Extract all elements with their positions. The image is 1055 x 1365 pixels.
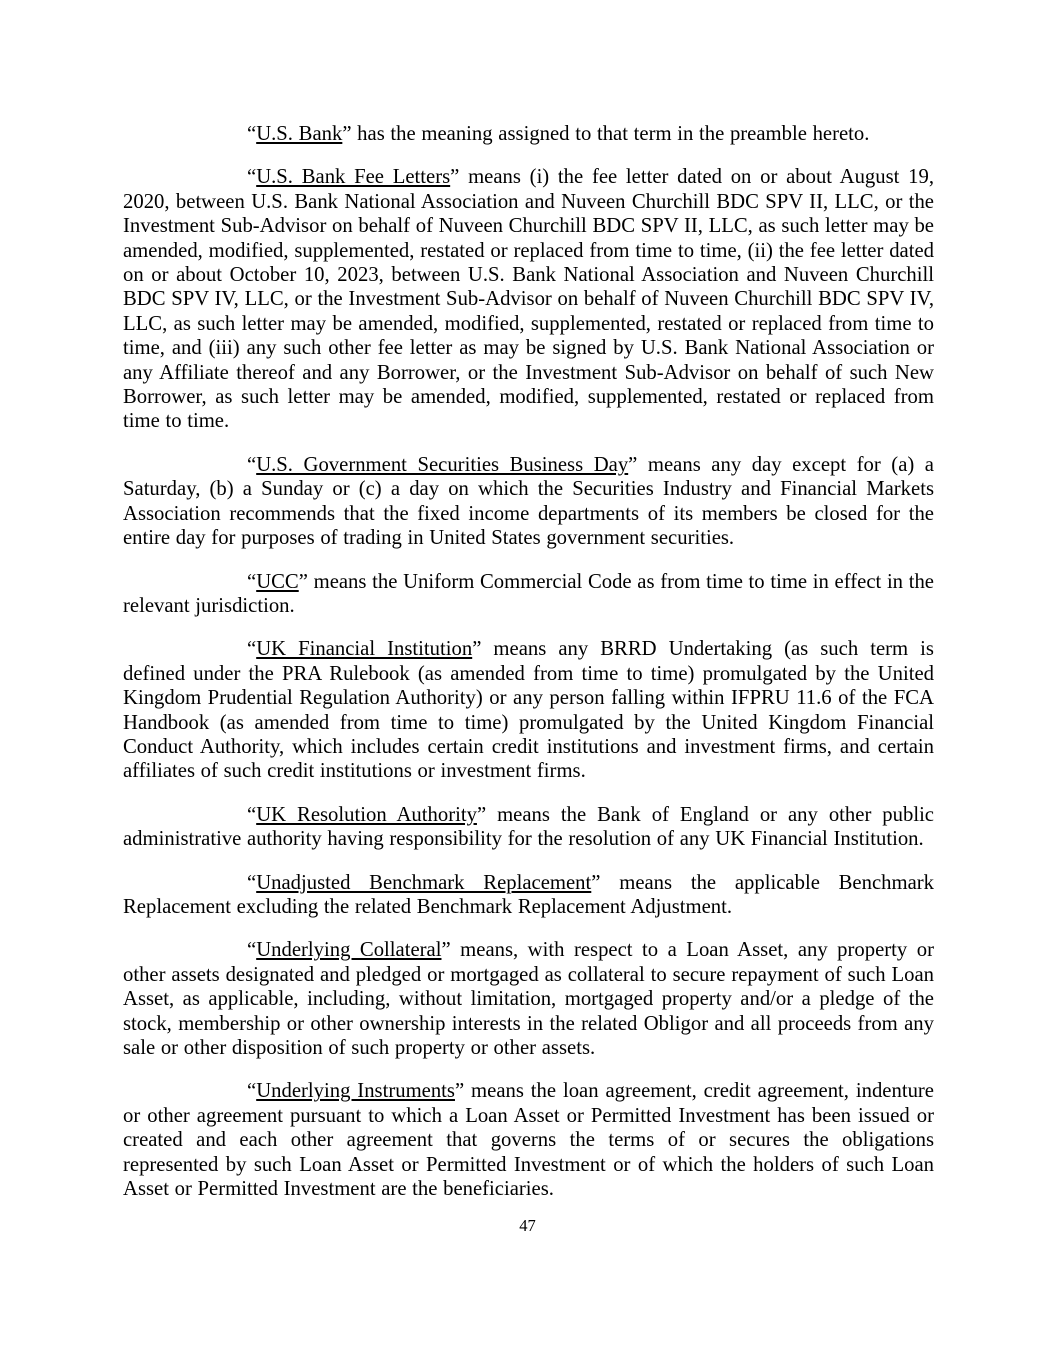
definition-text: ” means any BRRD Undertaking (as such term is defined under the PRA Rulebook (as amended from time to time) promulgated by the United Kingdom Prudential Regulation Authority) or any person falling within IFPRU 11.6 of the FCA Handbook (as amended from time to time) promulgated by the United Kingdom Financial Conduct Authority, which includes certain credit institutions and investment firms, and certain affiliates of such credit institutions or investment firms. [123, 638, 934, 783]
open-quote: “ [247, 871, 257, 894]
definition-ucc [123, 570, 934, 619]
definition-text: ” means the Uniform Commercial Code as from time to time in effect in the relevant jurisdiction. [123, 570, 934, 617]
open-quote: “ [247, 939, 257, 962]
definition-uk-financial-institution [123, 637, 934, 783]
definition-unadjusted-benchmark-replacement [123, 871, 934, 920]
definition-us-government-securities-business-day [123, 453, 934, 551]
defined-term: U.S. Government Securities Business Day [256, 453, 629, 476]
defined-term: Underlying Collateral [256, 939, 442, 962]
defined-term: UK Resolution Authority [256, 803, 477, 826]
open-quote: “ [247, 1080, 257, 1103]
defined-term: U.S. Bank [256, 123, 343, 145]
defined-term: Underlying Instruments [256, 1080, 455, 1103]
definition-uk-resolution-authority [123, 803, 934, 852]
definition-us-bank-fee-letters [123, 165, 934, 433]
open-quote: “ [247, 570, 257, 593]
definition-text: ” means the applicable Benchmark Replacement excluding the related Benchmark Replacement Adjustment. [123, 871, 934, 918]
definition-text: ” means the Bank of England or any other public administrative authority having responsibility for the resolution of any UK Financial Institution. [123, 803, 934, 851]
open-quote: “ [247, 123, 257, 145]
defined-term: UCC [256, 570, 299, 593]
defined-term: U.S. Bank Fee Letters [256, 166, 451, 189]
definition-underlying-collateral [123, 938, 934, 1060]
defined-term: Unadjusted Benchmark Replacement [256, 871, 592, 894]
definition-text: ” means any day except for (a) a Saturday, (b) a Sunday or (c) a day on which the Securities Industry and Financial Markets Association recommends that the fixed income departments of its members be closed for the entire day for purposes of trading in United States government securities. [123, 453, 934, 550]
defined-term: UK Financial Institution [256, 638, 473, 661]
open-quote: “ [247, 638, 257, 661]
definition-text: ” means, with respect to a Loan Asset, any property or other assets designated and pledged or mortgaged as collateral to secure repayment of such Loan Asset, as applicable, including, without limitation, mortgaged property and/or a pledge of the stock, membership or other ownership interests in the related Obligor and all proceeds from any sale or other disposition of such property or other assets. [123, 939, 934, 1059]
definitions-content [123, 122, 934, 1201]
open-quote: “ [247, 803, 257, 826]
definition-us-bank [123, 122, 934, 146]
open-quote: “ [247, 453, 257, 476]
definition-text: ” means (i) the fee letter dated on or about August 19, 2020, between U.S. Bank National Association and Nuveen Churchill BDC SPV II, LLC, or the Investment Sub-Advisor on behalf of Nuveen Churchill BDC SPV II, LLC, as such letter may be amended, modified, supplemented, restated or replaced from time to time, (ii) the fee letter dated on or about October 10, 2023, between U.S. Bank National Association and Nuveen Churchill BDC SPV IV, LLC, or the Investment Sub-Advisor on behalf of Nuveen Churchill BDC SPV IV, LLC, as such letter may be amended, modified, supplemented, restated or replaced from time to time, and (iii) any such other fee letter as may be signed by U.S. Bank National Association or any Affiliate thereof and any Borrower, or the Investment Sub-Advisor on behalf of such New Borrower, as such letter may be amended, modified, supplemented, restated or replaced from time to time. [123, 166, 935, 433]
definition-text: ” has the meaning assigned to that term in the preamble hereto. [342, 123, 870, 145]
definition-underlying-instruments [123, 1079, 934, 1201]
definition-text: ” means the loan agreement, credit agreement, indenture or other agreement pursuant to which a Loan Asset or Permitted Investment has been issued or created and each other agreement that governs the terms of or secures the obligations represented by such Loan Asset or Permitted Investment or of which the holders of such Loan Asset or Permitted Investment are the beneficiaries. [123, 1080, 934, 1201]
page-number: 47 [519, 1216, 536, 1235]
open-quote: “ [247, 166, 257, 189]
